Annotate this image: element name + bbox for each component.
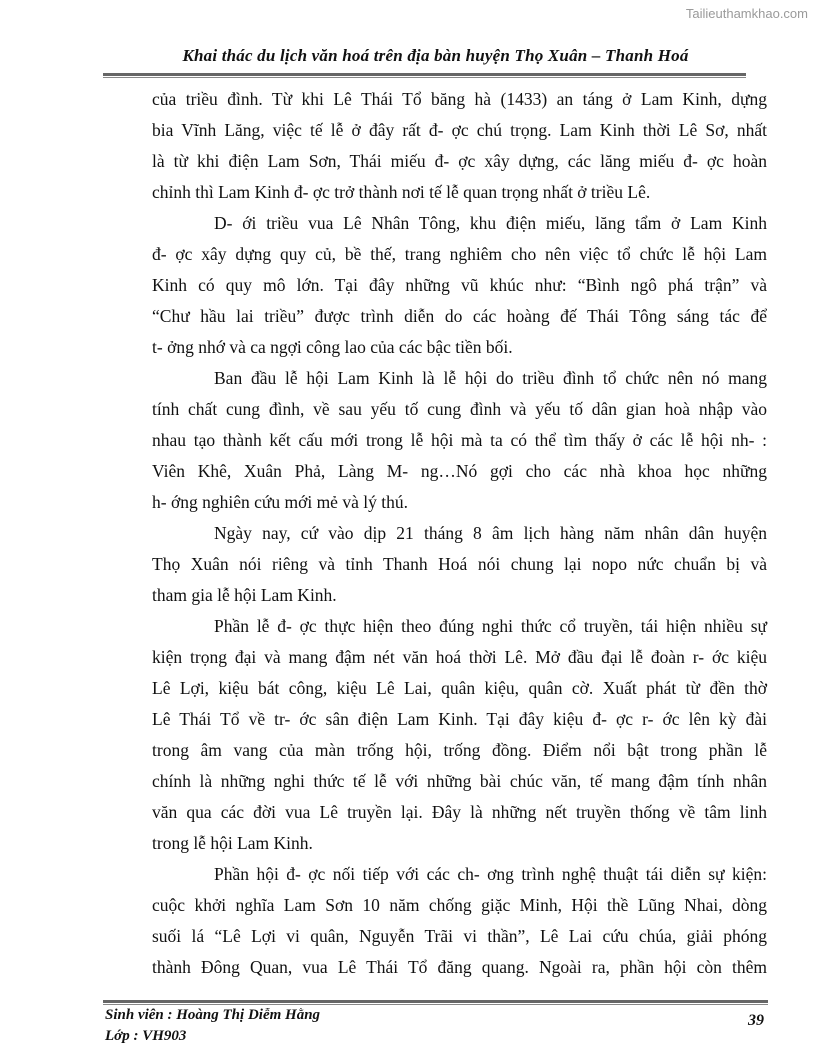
text-line: chính là những nghi thức tế lễ với những bài chúc văn, tế mang đậm tính nhân bbox=[152, 771, 767, 791]
text-line: Phần hội đ- ợc nối tiếp với các ch- ơng trình nghệ thuật tái diễn sự kiện: bbox=[214, 864, 767, 884]
header-divider bbox=[103, 73, 746, 78]
paragraph bbox=[152, 518, 767, 611]
text-line: Ban đầu lễ hội Lam Kinh là lễ hội do triều đình tổ chức nên nó mang bbox=[214, 368, 767, 388]
text-line: Kinh có quy mô lớn. Tại đây những vũ khúc như: “Bình ngô phá trận” và bbox=[152, 275, 767, 295]
text-line: trong lễ hội Lam Kinh. bbox=[152, 833, 313, 853]
paragraph bbox=[152, 84, 767, 208]
footer-student-name: Sinh viên : Hoàng Thị Diễm Hằng bbox=[105, 1007, 321, 1023]
text-line: suối lá “Lê Lợi vi quân, Nguyễn Trãi vi thần”, Lê Lai cứu chúa, giải phóng bbox=[152, 926, 767, 946]
paragraph bbox=[152, 611, 767, 859]
text-line: Viên Khê, Xuân Phả, Làng M- ng…Nó gợi cho các nhà khoa học những bbox=[152, 461, 767, 481]
running-header: Khai thác du lịch văn hoá trên địa bàn huyện Thọ Xuân – Thanh Hoá bbox=[182, 46, 689, 65]
document-body bbox=[152, 84, 767, 983]
text-line: tham gia lễ hội Lam Kinh. bbox=[152, 585, 337, 605]
text-line: bia Vĩnh Lăng, việc tế lễ ở đây rất đ- ợc chú trọng. Lam Kinh thời Lê Sơ, nhất bbox=[152, 120, 767, 140]
text-line: t- ởng nhớ và ca ngợi công lao của các bậc tiền bối. bbox=[152, 337, 513, 357]
text-line: nhau tạo thành kết cấu mới trong lễ hội mà ta có thể tìm thấy ở các lễ hội nh- : bbox=[152, 430, 767, 450]
text-line: D- ới triều vua Lê Nhân Tông, khu điện miếu, lăng tẩm ở Lam Kinh bbox=[214, 213, 767, 233]
watermark: Tailieuthamkhao.com bbox=[685, 6, 808, 21]
text-line: của triều đình. Từ khi Lê Thái Tổ băng hà (1433) an táng ở Lam Kinh, dựng bbox=[152, 89, 767, 109]
text-line: cuộc khởi nghĩa Lam Sơn 10 năm chống giặc Minh, Hội thề Lũng Nhai, dòng bbox=[152, 895, 767, 915]
text-line: h- ớng nghiên cứu mới mẻ và lý thú. bbox=[152, 492, 408, 512]
text-line: Lê Lợi, kiệu bát công, kiệu Lê Lai, quân kiệu, quân cờ. Xuất phát từ đền thờ bbox=[152, 678, 767, 698]
paragraph bbox=[152, 208, 767, 363]
text-line: Lê Thái Tổ về tr- ớc sân điện Lam Kinh. Tại đây kiệu đ- ợc r- ớc lên kỳ đài bbox=[152, 709, 767, 729]
text-line: Ngày nay, cứ vào dịp 21 tháng 8 âm lịch hàng năm nhân dân huyện bbox=[214, 523, 767, 543]
text-line: văn qua các đời vua Lê truyền lại. Đây là những nết truyền thống về tâm linh bbox=[152, 802, 767, 822]
text-line: trong âm vang của màn trống hội, trống đồng. Điểm nổi bật trong phần lễ bbox=[152, 740, 767, 760]
text-line: Phần lễ đ- ợc thực hiện theo đúng nghi thức cổ truyền, tái hiện nhiều sự bbox=[214, 616, 767, 636]
text-line: thành Đông Quan, vua Lê Thái Tổ đăng quang. Ngoài ra, phần hội còn thêm bbox=[152, 957, 767, 977]
text-line: tính chất cung đình, về sau yếu tố cung đình và yếu tố dân gian hoà nhập vào bbox=[152, 399, 767, 419]
paragraph bbox=[152, 363, 767, 518]
page-number: 39 bbox=[748, 1012, 764, 1029]
text-line: chỉnh thì Lam Kinh đ- ợc trở thành nơi tế lễ quan trọng nhất ở triều Lê. bbox=[152, 182, 651, 202]
text-line: Thọ Xuân nói riêng và tỉnh Thanh Hoá nói chung lại nopo nức chuẩn bị và bbox=[152, 554, 767, 574]
text-line: là từ khi điện Lam Sơn, Thái miếu đ- ợc xây dựng, các lăng miếu đ- ợc hoàn bbox=[152, 151, 767, 171]
footer-divider bbox=[103, 1000, 768, 1005]
text-line: “Chư hầu lai triều” được trình diễn do các hoàng đế Thái Tông sáng tác để bbox=[152, 306, 767, 326]
footer-class: Lớp : VH903 bbox=[105, 1028, 187, 1044]
text-line: kiện trọng đại và mang đậm nét văn hoá thời Lê. Mở đầu đại lễ đoàn r- ớc kiệu bbox=[152, 647, 767, 667]
text-line: đ- ợc xây dựng quy củ, bề thế, trang nghiêm cho nên việc tổ chức lễ hội Lam bbox=[152, 244, 767, 264]
paragraph bbox=[152, 859, 767, 983]
